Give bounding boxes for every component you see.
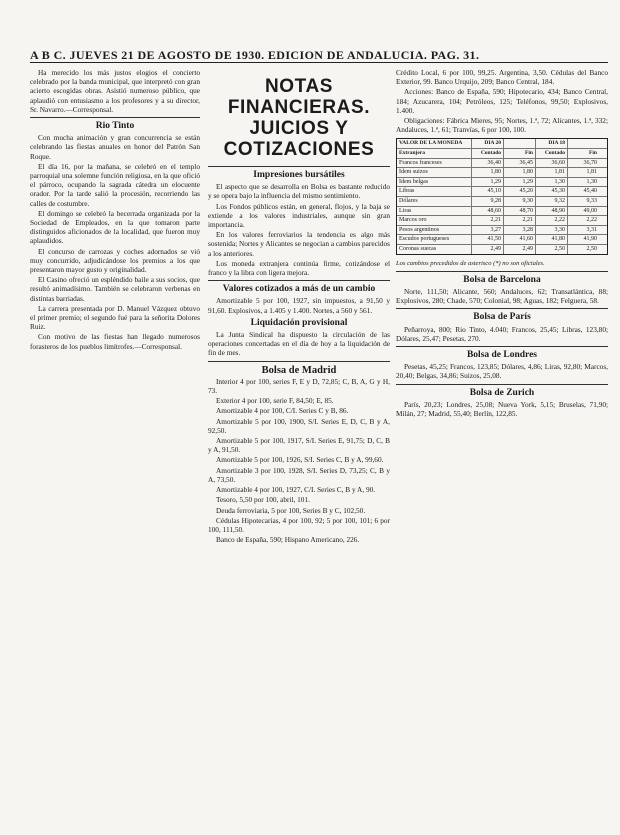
quote-line: Pesetas, 45,25; Francos, 123,85; Dólares, 4,86; Liras, 92,80; Marcos, 20,40; Belgas, 34,86; Suizos, 25,08. [396,362,608,381]
quote-line: Tesoro, 5,50 por 100, abril, 101. [216,495,310,505]
table-header-cell: Extranjera [397,149,472,158]
article-paragraph: El domingo se celebró la becerrada organizada por la Sociedad de Empleados, en la que tomaron parte distinguidos aficionados de la localidad, que fueron muy aplaudidos. [30,208,200,246]
quote-line: Interior 4 por 100, series F, E y D, 72,85; C, B, A, G y H, 73. [208,376,390,396]
table-row [397,226,607,236]
article-paragraph: El concurso de carrozas y coches adornados se vió muy concurrido, adjudicándose los premios a los que presentaron mayor gusto y originalidad. [30,246,200,275]
quote-line: Obligaciones: Fábrica Mieres, 95; Nortes, 1.ª, 72; Alicantes, 1.ª, 332; Andaluces, 1.ª, 61; Tranvías, 6 por 100, 100. [396,116,608,135]
table-cell: 9,30 [504,197,536,206]
quote-line: Amortizable 5 por 100, 1900, S/I. Series E, D, C, B y A, 92,50. [208,416,390,435]
quote-line: Amortizable 3 por 100, 1928, S/I. Series D, 73,25; C, B y A, 73,50. [208,465,390,484]
left-intro: Ha merecido los más justos elogios el concierto celebrado por la banda municipal, que interpretó con gran acierto escogidas obras. Asistió numeroso público, que aplaudió con entusiasmo a los profesores y a su director, Sr. Navarro.—Corresponsal. [30,68,200,114]
table-cell: Ídem belgas [397,178,472,187]
table-header-cell: DIA 20 [472,139,504,148]
table-cell: 2,21 [472,216,504,225]
table-cell: 2,50 [536,245,568,254]
table-row [397,235,607,245]
table-header-cell: DIA 18 [536,139,568,148]
bolsa-paris-heading: Bolsa de París [473,312,531,323]
table-cell: 1,29 [504,178,536,187]
article-paragraph: Con motivo de las fiestas han llegado numerosos forasteros de los pueblos limítrofes.—Corresponsal. [30,332,200,351]
quote-line: Banco de España, 590; Hispano Americano, 226. [216,535,360,545]
divider [208,361,390,362]
article-paragraph: El aspecto que se desarrolla en Bolsa es bastante reducido y se opera bajo la influencia del mismo sentimiento. [208,182,390,201]
table-subheader-row [397,149,607,159]
table-row [397,216,607,226]
table-row [397,187,607,197]
right-column [396,68,608,419]
right-intro: Crédito Local, 6 por 100, 99,25. Argentina, 3,50. Cédulas del Banco Exterior, 99. Banco Urquijo, 209; Banco Central, 184. [396,68,608,87]
table-row [397,159,607,169]
divider [396,271,608,272]
table-cell: 36,45 [504,159,536,168]
bolsa-londres-heading: Bolsa de Londres [466,349,538,360]
table-cell: 9,28 [472,197,504,206]
table-cell: 9,33 [586,197,597,204]
table-cell: Dólares [397,197,472,206]
table-cell: 45,10 [472,187,504,196]
divider [208,166,390,167]
article-paragraph: Amortizable 5 por 100, 1927, sin impuestos, a 91,50 y 91,60. Explosivos, a 1.405 y 1.400. Nortes, a 560 y 561. [208,296,390,315]
table-cell: 45,30 [536,187,568,196]
table-cell: 45,40 [583,188,597,195]
quote-line: Peñarroya, 800; Rio Tinto, 4.040; Francos, 25,45; Libras, 123,80; Dólares, 25,47; Pesetas, 270. [396,324,608,343]
quote-line: Acciones: Banco de España, 590; Hipotecario, 434; Banco Central, 184; Azucarera, 104; Petróleos, 125; Teléfonos, 99,50; Explosivos, 1.400. [396,87,608,115]
table-cell: 48,60 [472,207,504,216]
table-cell: 2,21 [504,216,536,225]
table-header-cell: Fin [504,149,536,158]
middle-column [208,68,390,545]
table-row [397,168,607,178]
table-cell: 9,32 [536,197,568,206]
table-cell: 1,80 [504,168,536,177]
bolsa-barcelona-heading: Bolsa de Barcelona [463,274,541,285]
table-cell: 3,31 [586,226,597,233]
section-title: NOTAS FINANCIERAS. JUICIOS Y COTIZACIONES [223,76,375,160]
liquidacion-heading: Liquidación provisional [250,317,348,328]
table-cell: 2,49 [504,245,536,254]
article-paragraph: El día 16, por la mañana, se celebró en el templo parroquial una solemne función religiosa, en la que ofició el párroco, ocupando la sagrada cátedra un elocuente orador. Por la tarde salió la procesión, recorriendo las calles de costumbre. [30,161,200,208]
table-cell: 1,29 [472,178,504,187]
table-cell: 36,40 [472,159,504,168]
table-cell: Francos franceses [397,159,472,168]
table-cell: 41,50 [472,235,504,244]
table-header-row [397,139,607,149]
table-header-cell: Fin [589,150,597,157]
table-cell: 2,22 [586,217,597,224]
table-cell: 48,70 [504,207,536,216]
table-cell: Coronas suecas [397,245,472,254]
rio-tinto-heading: Rio Tinto [95,121,135,132]
article-paragraph: Los moneda extranjera continúa firme, cotizándose el franco y la libra con ligera mejora. [208,258,390,278]
table-cell: 36,70 [583,159,597,166]
table-cell: Marcos oro [397,216,472,225]
table-cell: 49,00 [583,207,597,214]
table-cell: 45,20 [504,187,536,196]
table-cell: 1,30 [536,178,568,187]
table-header-cell: VALOR DE LA MONEDA [397,139,472,148]
article-paragraph: En los valores ferroviarios la tendencia es algo más sostenida; Nortes y Alicantes se negocian a cambios parecidos a los anteriores. [208,230,390,258]
impresiones-heading: Impresiones bursátiles [253,170,345,180]
table-cell: 3,28 [504,226,536,235]
table-row [397,245,607,254]
quote-line: París, 20,23; Londres, 25,08; Nueva York, 5,15; Bruselas, 71,90; Milán, 27; Madrid, 55,40; Berlín, 122,85. [396,399,608,418]
table-cell: 2,50 [586,245,597,252]
table-cell: 3,27 [472,226,504,235]
page-header: A B C. JUEVES 21 DE AGOSTO DE 1930. EDICION DE ANDALUCIA. PAG. 31. [30,48,480,62]
quote-line: Amortizable 5 por 100, 1926, S/I. Series C, B y A, 99,60. [216,455,384,465]
article-paragraph: Con mucha animación y gran concurrencia se están celebrando las fiestas anuales en honor del Patrón San Roque. [30,133,200,161]
article-paragraph: La Junta Sindical ha dispuesto la circulación de las operaciones concertadas en el día de hoy a la liquidación de fin de mes. [208,330,390,358]
table-cell: 1,81 [536,168,568,177]
table-cell: 36,60 [536,159,568,168]
table-cell: 1,80 [472,168,504,177]
table-cell: 48,90 [536,207,568,216]
quote-line: Amortizable 4 por 100, C/I. Series C y B, 86. [216,406,349,416]
table-cell: Liras [397,207,472,216]
currency-table [396,138,608,254]
table-cell: Escudos portugueses [397,235,472,244]
table-cell: Ídem suizos [397,168,472,177]
valores-heading: Valores cotizados a más de un cambio [222,284,376,295]
quote-line: Deuda ferroviaria, 5 por 100, Series B y C, 102,50. [216,505,366,515]
table-note: Los cambios precedidos de asterisco (*) no son oficiales. [396,259,545,267]
quote-line: Norte, 111,50; Alicante, 560; Andaluces, 62; Transatlántica, 88; Explosivos, 280; Chade, 570; Colonial, 98; Aguas, 182; Felguera, 58. [396,286,608,306]
quote-line: Amortizable 5 por 100, 1917, S/I. Series E, 91,75; D, C, B y A, 91,50. [208,436,390,455]
bolsa-madrid-heading: Bolsa de Madrid [261,364,337,376]
table-header-cell: Contado [472,149,504,158]
divider [30,117,200,118]
divider [396,384,608,385]
quote-line: Cédulas Hipotecarias, 4 por 100, 92; 5 por 100, 101; 6 por 100, 111,50. [208,515,390,534]
table-cell: 3,30 [536,226,568,235]
table-cell: 2,22 [536,216,568,225]
table-header-cell [504,139,536,148]
divider [396,308,608,309]
table-cell: 2,49 [472,245,504,254]
article-paragraph: Los Fondos públicos están, en general, flojos, y la baja se extiende a los valores industriales, aunque sin gran importancia. [208,201,390,230]
table-row [397,178,607,188]
divider [396,346,608,347]
table-cell: 41,90 [583,236,597,243]
table-header-cell [568,139,599,148]
table-cell: 1,30 [586,178,597,185]
table-cell: 41,80 [536,235,568,244]
article-paragraph: La carrera presentada por D. Manuel Vázquez obtuvo el primer premio; el segundo fué para la señorita Dolores Ruiz. [30,303,200,332]
quote-line: Amortizable 4 por 100, 1927, C/I. Series C, B y A, 90. [216,485,376,495]
article-paragraph: El Casino ofreció un espléndido baile a sus socios, que resultó animadísimo. También se celebraron verbenas en distintas barriadas. [30,275,200,303]
bolsa-zurich-heading: Bolsa de Zurich [469,387,535,398]
table-cell: Pesos argentinos [397,226,472,235]
divider [208,280,390,281]
left-column [30,68,200,352]
quote-line: Exterior 4 por 100, serie F, 84,50; E, 85. [216,396,334,406]
header-rule [30,62,608,63]
table-cell: 1,81 [586,169,597,176]
table-row [397,207,607,217]
table-header-cell: Contado [536,149,568,158]
table-cell: Libras [397,187,472,196]
table-row [397,197,607,207]
table-cell: 41,60 [504,235,536,244]
